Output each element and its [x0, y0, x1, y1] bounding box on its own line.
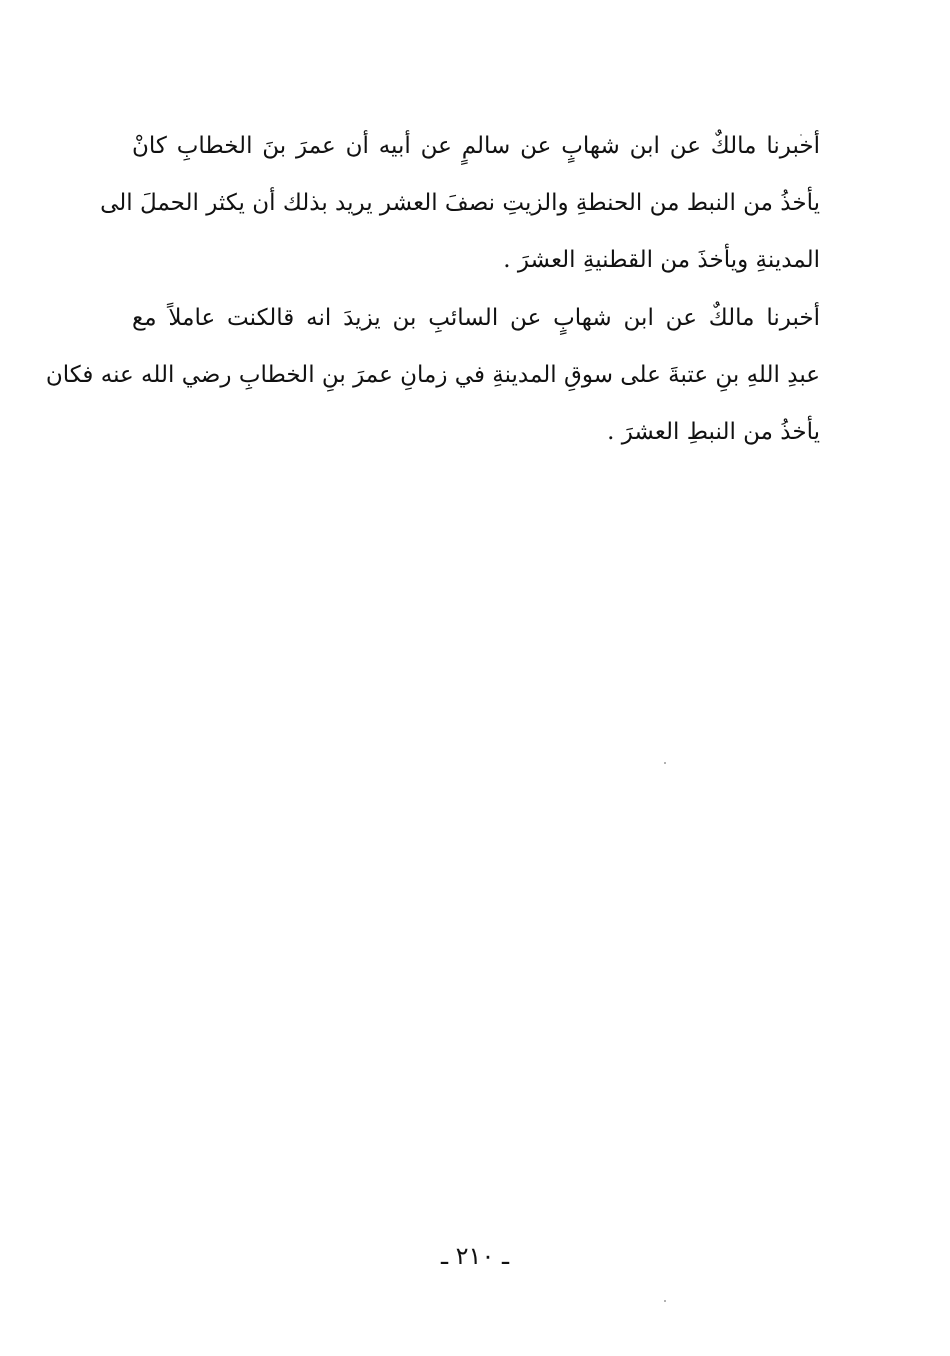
paragraph-2-line-2: عبدِ اللهِ بنِ عتبةَ على سوقِ المدينةِ في زمانِ عمرَ بنِ الخطابِ رضي الله عنه فكان	[45, 362, 820, 388]
paragraph-2-line-3: يأخذُ من النبطِ العشرَ .	[607, 419, 820, 445]
paragraph-1-line-1: أخبرنا مالكٌ عن ابن شهابٍ عن سالمٍ عن أبيه أن عمرَ بنَ الخطابِ كانْ	[132, 133, 820, 159]
paragraph-1	[100, 118, 820, 289]
scan-speck	[664, 762, 666, 764]
page-number: ـ ٢١٠ ـ	[440, 1242, 509, 1270]
paragraph-2-line-1: أخبرنا مالكٌ عن ابن شهابٍ عن السائبِ بن يزيدَ انه قالكنت عاملاً مع	[132, 305, 820, 331]
paragraph-1-line-2: يأخذُ من النبط من الحنطةِ والزيتِ نصفَ العشر يريد بذلك أن يكثر الحملَ الى	[100, 190, 820, 216]
paragraph-1-line-3: المدينةِ ويأخذَ من القطنيةِ العشرَ .	[503, 247, 820, 273]
scan-speck	[664, 1300, 666, 1302]
paragraph-2	[45, 290, 820, 461]
